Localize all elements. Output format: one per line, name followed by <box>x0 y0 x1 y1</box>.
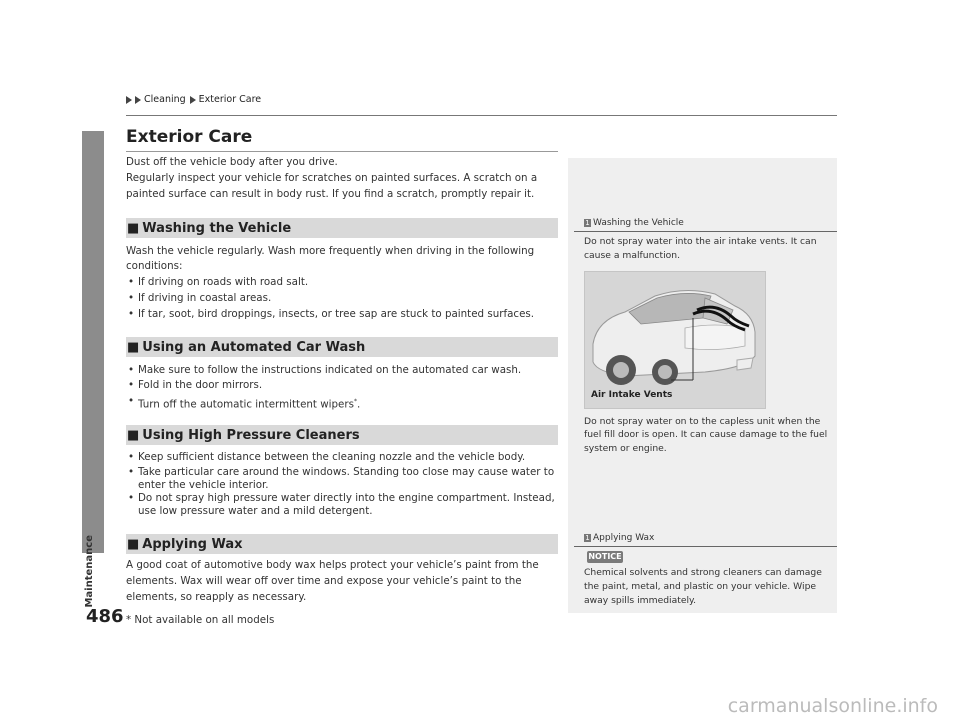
aside-note-washing-label: 1 Washing the Vehicle <box>585 218 684 228</box>
intro-line-1: Dust off the vehicle body after you drive. <box>126 156 338 168</box>
heading-square-icon: ■ <box>127 339 140 355</box>
wax-line-2: elements. Wax will wear off over time and expose your vehicle’s paint to the <box>126 575 522 587</box>
aside-wax-line2: the paint, metal, and plastic on your vehicle. Wipe <box>584 581 817 592</box>
page-number: 486 <box>86 606 124 627</box>
list-item: • Make sure to follow the instructions indicated on the automated car wash. <box>128 364 522 376</box>
wax-line-3: elements, so reapply as necessary. <box>126 591 307 603</box>
breadcrumb-item-exterior-care[interactable]: Exterior Care <box>198 94 262 105</box>
breadcrumb-arrow-icon <box>126 96 132 104</box>
side-tab <box>82 131 104 553</box>
watermark: carmanualsonline.info <box>727 695 938 717</box>
header-rule <box>126 115 837 116</box>
aside-washing-note2-line3: system or engine. <box>584 443 667 454</box>
aside-washing-note2-line1: Do not spray water on to the capless unit when the <box>584 416 821 427</box>
list-item: • Take particular care around the windows. Standing too close may cause water to enter the vehicle interior. <box>128 466 555 491</box>
section-heading-automated-car-wash: ■ Using an Automated Car Wash <box>126 337 558 357</box>
car-illustration <box>584 271 766 409</box>
aside-washing-note1-line1: Do not spray water into the air intake vents. It can <box>584 236 817 247</box>
note-reference-icon: 1 <box>585 534 590 542</box>
heading-square-icon: ■ <box>127 536 140 552</box>
heading-square-icon: ■ <box>127 427 140 443</box>
section-heading-high-pressure: ■ Using High Pressure Cleaners <box>126 425 558 445</box>
aside-note-wax-label: 1 Applying Wax <box>585 533 655 543</box>
breadcrumb-item-cleaning[interactable]: Cleaning <box>144 94 186 105</box>
list-item: • Fold in the door mirrors. <box>128 379 263 391</box>
list-item: • If tar, soot, bird droppings, insects, or tree sap are stuck to painted surfaces. <box>128 308 535 320</box>
intro-line-2: Regularly inspect your vehicle for scratches on painted surfaces. A scratch on a <box>126 172 538 184</box>
list-item: • Turn off the automatic intermittent wipers*. <box>128 395 361 411</box>
intro-line-3: painted surface can result in body rust. If you find a scratch, promptly repair it. <box>126 188 535 200</box>
section-heading-applying-wax: ■ Applying Wax <box>126 534 558 554</box>
section-heading-washing: ■ Washing the Vehicle <box>126 218 558 238</box>
aside-washing-note2-line2: fuel fill door is open. It can cause damage to the fuel <box>584 429 828 440</box>
heading-square-icon: ■ <box>127 220 140 236</box>
breadcrumb-arrow-icon <box>135 96 141 104</box>
list-item: • Do not spray high pressure water directly into the engine compartment. Instead, use low pressure water and a mild detergent. <box>128 492 555 517</box>
figure-label-air-intake-vents: Air Intake Vents <box>591 390 673 400</box>
footnote-marker: * <box>354 398 357 405</box>
aside-wax-line3: away spills immediately. <box>584 595 697 606</box>
note-reference-icon: 1 <box>585 219 590 227</box>
page-title: Exterior Care <box>126 127 253 147</box>
list-item: • If driving in coastal areas. <box>128 292 272 304</box>
breadcrumb-arrow-icon <box>190 96 196 104</box>
list-item: • If driving on roads with road salt. <box>128 276 309 288</box>
breadcrumb <box>126 94 261 105</box>
aside-washing-note1-line2: cause a malfunction. <box>584 250 680 261</box>
aside-rule <box>574 231 837 232</box>
aside-wax-line1: Chemical solvents and strong cleaners can damage <box>584 567 822 578</box>
list-item: • Keep sufficient distance between the cleaning nozzle and the vehicle body. <box>128 451 526 463</box>
wax-line-1: A good coat of automotive body wax helps protect your vehicle’s paint from the <box>126 559 539 571</box>
washing-text-1: Wash the vehicle regularly. Wash more frequently when driving in the following <box>126 245 535 257</box>
notice-badge: NOTICE <box>588 552 622 561</box>
car-drawing-icon <box>585 272 765 408</box>
footnote: * Not available on all models <box>126 614 275 626</box>
title-rule <box>126 151 558 152</box>
side-tab-label: Maintenance <box>84 535 95 608</box>
washing-text-2: conditions: <box>126 260 183 272</box>
aside-rule <box>574 546 837 547</box>
